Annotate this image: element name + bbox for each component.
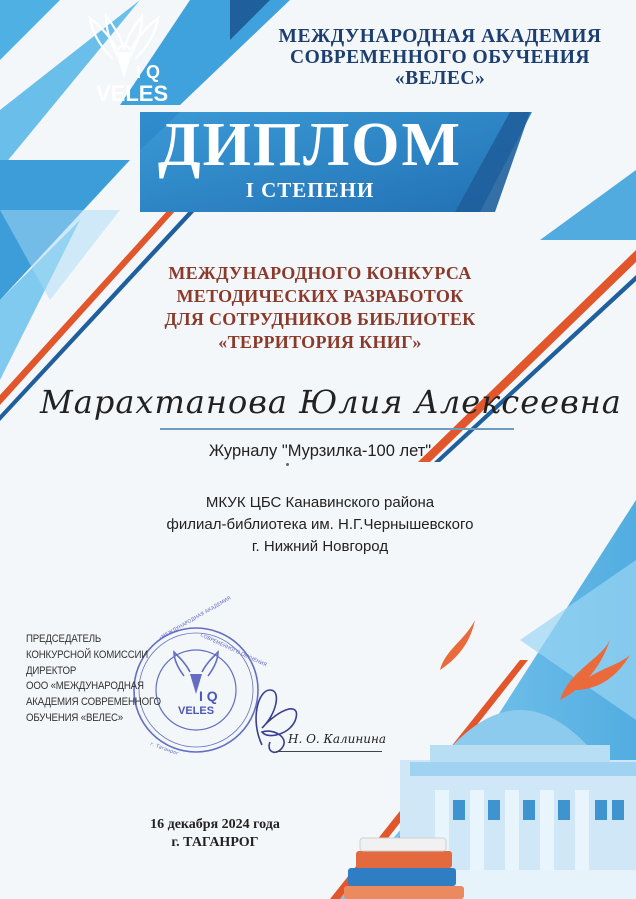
org-line-1: МКУК ЦБС Канавинского района xyxy=(205,494,435,511)
contest-line-3: ДЛЯ СОТРУДНИКОВ БИБЛИОТЕК xyxy=(164,309,476,329)
academy-line-1: МЕЖДУНАРОДНАЯ АКАДЕМИЯ xyxy=(278,26,602,47)
footer-city: г. ТАГАНРОГ xyxy=(171,835,259,850)
diploma-title: ДИПЛОМ xyxy=(157,111,463,179)
chair-title xyxy=(26,632,161,727)
chair-line-3: ДИРЕКТОР xyxy=(26,664,77,677)
academy-name xyxy=(260,26,620,89)
footer-date: 16 декабря 2024 года xyxy=(150,817,280,832)
books-stack-icon xyxy=(344,838,464,899)
chair-line-5: АКАДЕМИЯ СОВРЕМЕННОГО xyxy=(26,696,161,709)
chair-line-1: ПРЕДСЕДАТЕЛЬ xyxy=(26,633,102,645)
signer-name: Н. О. Калинина xyxy=(288,732,387,746)
chair-line-4: ООО «МЕЖДУНАРОДНАЯ xyxy=(26,680,144,693)
contest-line-1: МЕЖДУНАРОДНОГО КОНКУРСА xyxy=(168,263,472,283)
svg-text:СОВРЕМЕННОГО ОБУЧЕНИЯ: СОВРЕМЕННОГО ОБУЧЕНИЯ xyxy=(199,632,268,669)
org-line-3: г. Нижний Новгород xyxy=(251,538,389,555)
chair-line-6: ОБУЧЕНИЯ «ВЕЛЕС» xyxy=(26,711,124,724)
diploma-degree: I СТЕПЕНИ xyxy=(245,178,375,202)
separator-dot xyxy=(286,463,289,466)
work-title: Журналу "Мурзилка-100 лет" xyxy=(208,442,432,460)
corner-shape xyxy=(0,0,60,60)
svg-text:«МЕЖДУНАРОДНАЯ АКАДЕМИЯ: «МЕЖДУНАРОДНАЯ АКАДЕМИЯ xyxy=(158,595,233,642)
stamp-name: VELES xyxy=(178,705,215,717)
org-line-2: филиал-библиотека им. Н.Г.Чернышевского xyxy=(166,516,474,533)
footer xyxy=(110,816,320,852)
organization xyxy=(100,492,540,558)
logo-name: VELES xyxy=(96,81,169,106)
stamp-iq: I Q xyxy=(199,688,218,704)
chair-line-2: КОНКУРСНОЙ КОМИССИИ xyxy=(26,648,149,661)
logo-iq: I Q xyxy=(136,62,161,82)
academy-line-3: «ВЕЛЕС» xyxy=(394,68,486,89)
signature-line xyxy=(276,751,382,752)
svg-text:г. Таганрог: г. Таганрог xyxy=(149,741,180,758)
recipient-name: Марахтанова Юлия Алексеевна xyxy=(40,383,622,421)
academy-line-2: СОВРЕМЕННОГО ОБУЧЕНИЯ xyxy=(290,47,590,68)
contest-name xyxy=(110,262,530,354)
contest-line-4: «ТЕРРИТОРИЯ КНИГ» xyxy=(218,332,422,352)
recipient-underline xyxy=(160,428,514,430)
contest-line-2: МЕТОДИЧЕСКИХ РАЗРАБОТОК xyxy=(176,286,464,306)
